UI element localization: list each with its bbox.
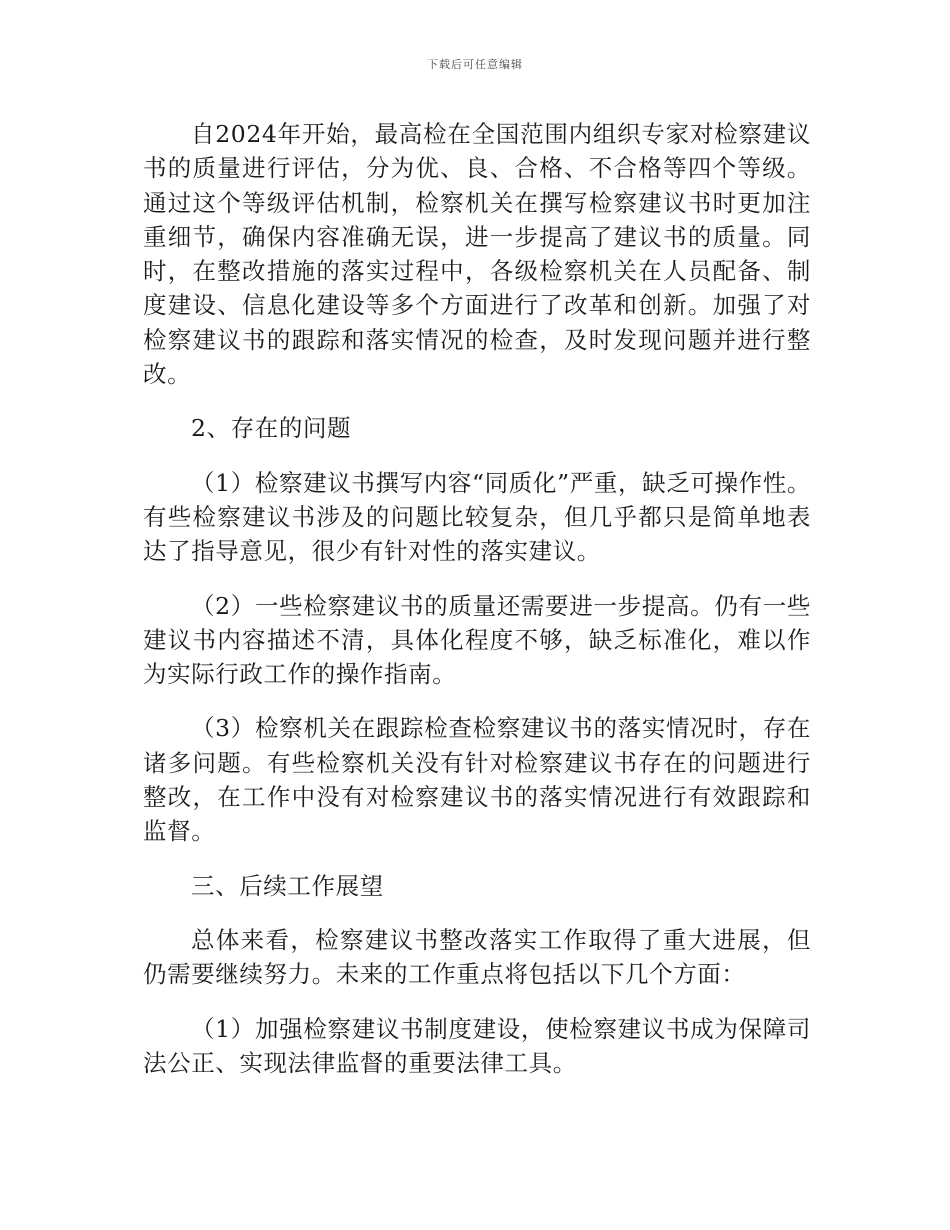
paragraph-problem-1: （1）检察建议书撰写内容“同质化”严重，缺乏可操作性。有些检察建议书涉及的问题比较复杂，但几乎都只是简单地表达了指导意见，很少有针对性的落实建议。 bbox=[143, 468, 811, 566]
paragraph-problem-2: （2）一些检察建议书的质量还需要进一步提高。仍有一些建议书内容描述不清，具体化程度不够，缺乏标准化，难以作为实际行政工作的操作指南。 bbox=[143, 591, 811, 689]
paragraph-outlook-summary: 总体来看，检察建议书整改落实工作取得了重大进展，但仍需要继续努力。未来的工作重点将包括以下几个方面： bbox=[143, 925, 811, 989]
page-header: 下载后可任意编辑 bbox=[427, 58, 523, 71]
document-body bbox=[143, 117, 811, 1080]
paragraph-problem-3: （3）检察机关在跟踪检查检察建议书的落实情况时，存在诸多问题。有些检察机关没有针对检察建议书存在的问题进行整改，在工作中没有对检察建议书的落实情况进行有效跟踪和监督。 bbox=[143, 714, 811, 846]
section-heading-outlook: 三、后续工作展望 bbox=[191, 871, 384, 900]
paragraph-outlook-1: （1）加强检察建议书制度建设，使检察建议书成为保障司法公正、实现法律监督的重要法律工具。 bbox=[143, 1014, 811, 1077]
paragraph-evaluation: 自2024年开始，最高检在全国范围内组织专家对检察建议书的质量进行评估，分为优、良、合格、不合格等四个等级。通过这个等级评估机制，检察机关在撰写检察建议书时更加注重细节，确保内容准确无误，进一步提高了建议书的质量。同时，在整改措施的落实过程中，各级检察机关在人员配备、制度建设、信息化建设等多个方面进行了改革和创新。加强了对检察建议书的跟踪和落实情况的检查，及时发现问题并进行整改。 bbox=[143, 120, 811, 389]
section-heading-problems: 2、存在的问题 bbox=[191, 414, 352, 443]
